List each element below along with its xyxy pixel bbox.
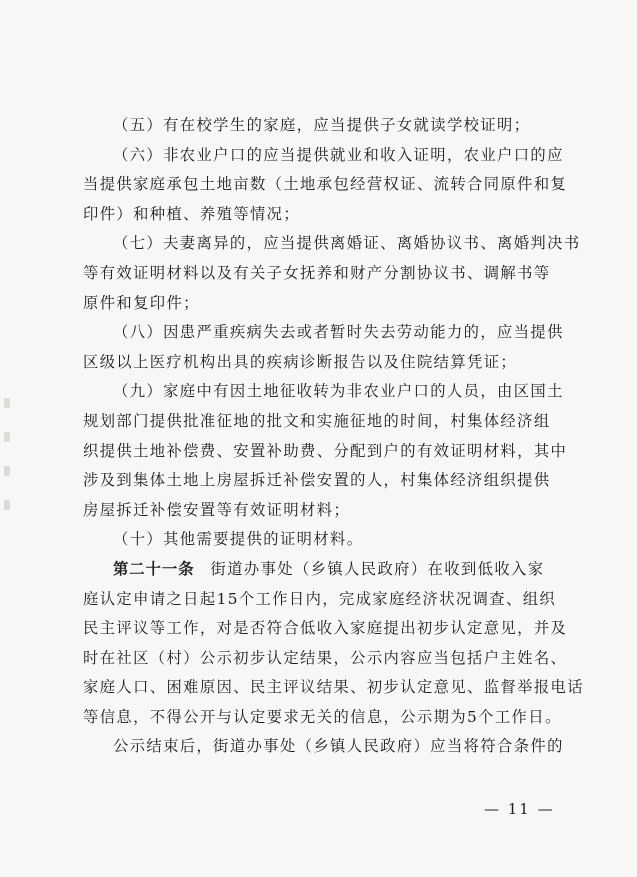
text-line: （十）其他需要提供的证明材料。 [113, 530, 364, 549]
text-line: 织提供土地补偿费、安置补助费、分配到户的有效证明材料，其中 [83, 441, 568, 460]
text-line: 等有效证明材料以及有关子女抚养和财产分割协议书、调解书等 [83, 263, 551, 282]
document-body [83, 111, 584, 762]
article-heading: 第二十一条 [113, 559, 195, 578]
article-21-first-line-text: 街道办事处（乡镇人民政府）在收到低收入家 [210, 559, 545, 578]
text-line: 公示结束后，街道办事处（乡镇人民政府）应当将符合条件的 [113, 737, 564, 756]
page-number: — 11 — [484, 800, 555, 818]
text-line: （八）因患严重疾病失去或者暂时失去劳动能力的，应当提供 [113, 323, 564, 342]
text-line: （七）夫妻离异的，应当提供离婚证、离婚协议书、离婚判决书 [113, 234, 581, 253]
text-line: 印件）和种植、养殖等情况； [83, 204, 301, 223]
paragraph-item-8 [83, 318, 564, 377]
paragraph-item-5 [83, 111, 531, 141]
text-line: 民主评议等工作，对是否符合低收入家庭提出初步认定意见，并及 [83, 619, 568, 638]
text-line: 区级以上医疗机构出具的疾病诊断报告以及住院结算凭证； [83, 352, 518, 371]
text-line: 规划部门提供批准征地的批文和实施征地的时间，村集体经济组 [83, 411, 551, 430]
text-line: 原件和复印件； [83, 293, 200, 312]
text-line: （六）非农业户口的应当提供就业和收入证明，农业户口的应 [113, 145, 564, 164]
binding-marks [4, 398, 14, 513]
text-line: （五）有在校学生的家庭，应当提供子女就读学校证明； [113, 116, 531, 134]
text-line: 庭认定申请之日起15个工作日内，完成家庭经济状况调查、组织 [83, 589, 557, 608]
text-line: 当提供家庭承包土地亩数（土地承包经营权证、流转合同原件和复 [83, 175, 568, 194]
paragraph-item-6 [83, 141, 568, 230]
text-line: 等信息，不得公开与认定要求无关的信息，公示期为5个工作日。 [83, 707, 562, 726]
text-line: 涉及到集体土地上房屋拆迁补偿安置的人，村集体经济组织提供 [83, 471, 551, 490]
paragraph-item-7 [83, 229, 581, 318]
article-21-first-line [113, 555, 545, 585]
paragraph-item-10 [83, 525, 527, 555]
text-line: 时在社区（村）公示初步认定结果，公示内容应当包括户主姓名、 [83, 648, 568, 667]
text-line: 房屋拆迁补偿安置等有效证明材料； [83, 500, 351, 519]
text-line: 家庭人口、困难原因、民主评议结果、初步认定意见、监督举报电话 [83, 678, 584, 697]
paragraph-announcement-end [83, 732, 564, 762]
article-21 [83, 555, 584, 733]
paragraph-item-9 [83, 377, 568, 525]
text-line: （九）家庭中有因土地征收转为非农业户口的人员，由区国土 [113, 382, 564, 401]
